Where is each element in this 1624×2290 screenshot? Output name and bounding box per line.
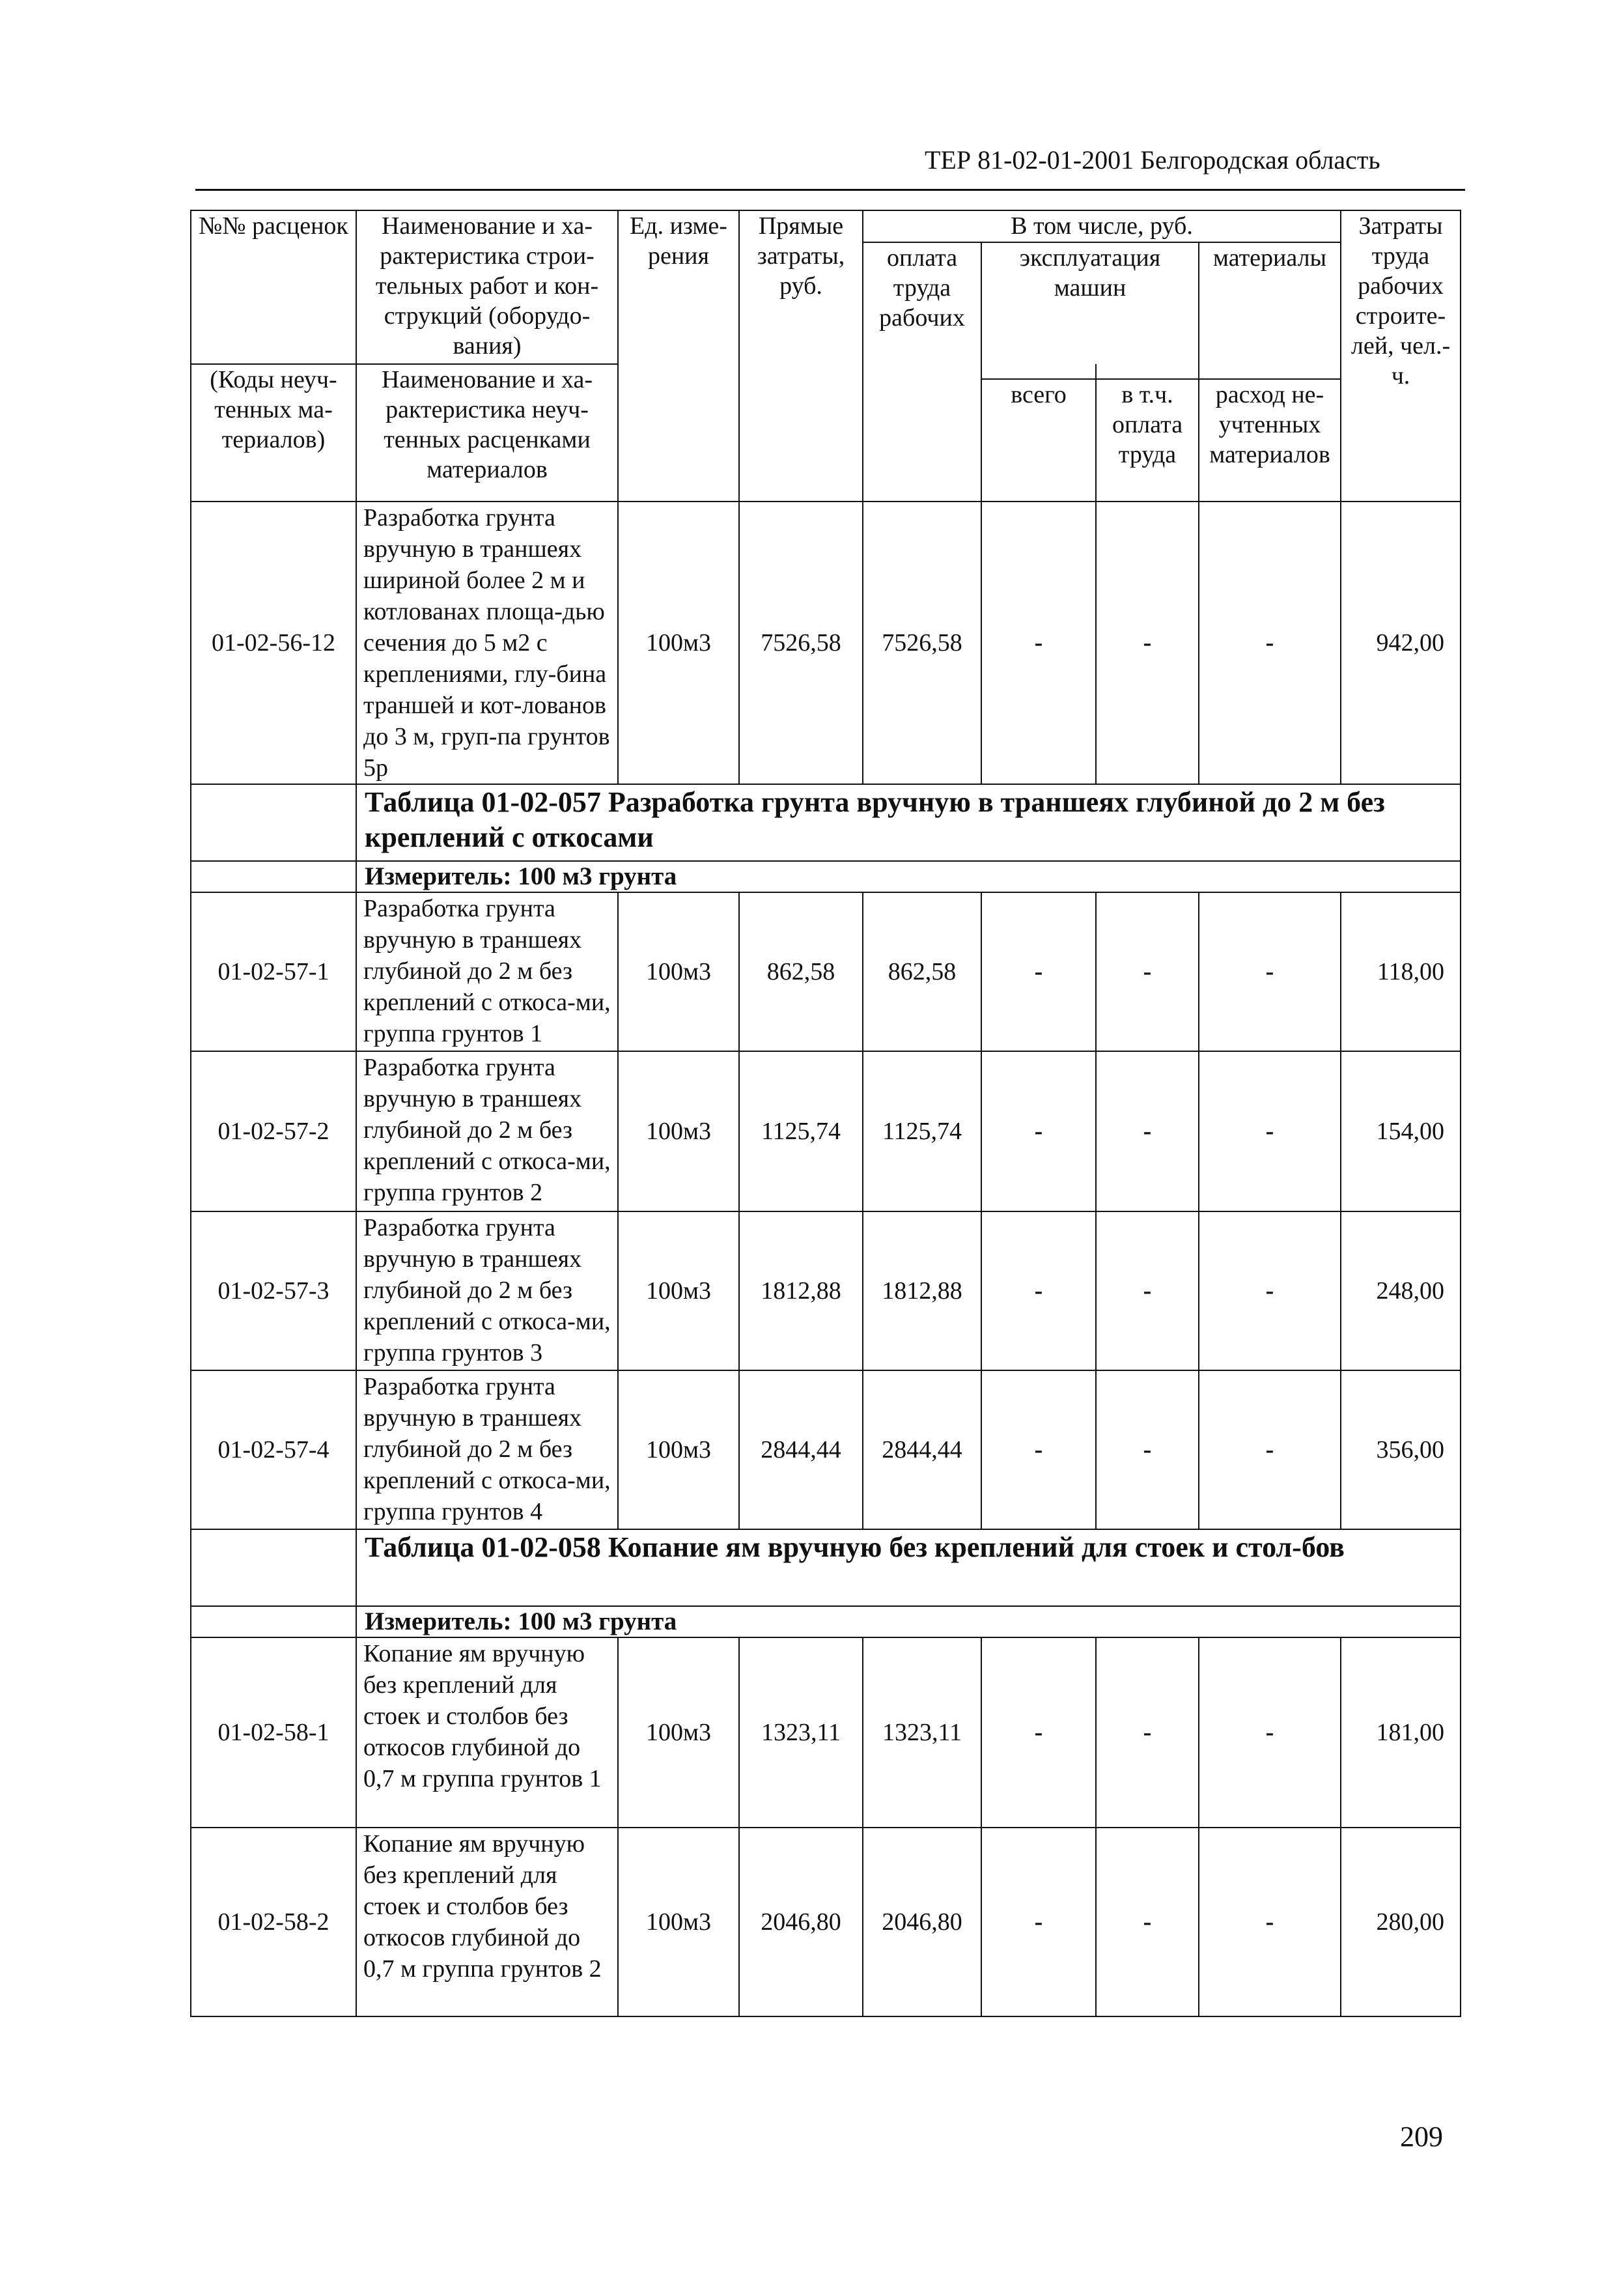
running-header: ТЕР 81-02-01-2001 Белгородская область xyxy=(925,145,1380,175)
direct-cost: 2844,44 xyxy=(739,1370,863,1529)
wage-cost: 2844,44 xyxy=(863,1370,981,1529)
labor-cost: 942,00 xyxy=(1341,502,1461,784)
work-name: Разработка грунта вручную в траншеях глубиной до 2 м без креплений с откоса-ми, группа грунтов 3 xyxy=(356,1211,618,1370)
direct-cost: 1125,74 xyxy=(739,1051,863,1211)
work-name: Копание ям вручную без креплений для стоек и столбов без откосов глубиной до 0,7 м группа грунтов 1 xyxy=(356,1637,618,1828)
labor-cost: 181,00 xyxy=(1341,1637,1461,1828)
col-unaccounted: расход не-учтенных материалов xyxy=(1199,379,1341,502)
meter-label: Измеритель: 100 м3 грунта xyxy=(356,861,1461,892)
wage-cost: 862,58 xyxy=(863,892,981,1051)
col-materials: материалы xyxy=(1199,242,1341,364)
table-title: Таблица 01-02-057 Разработка грунта вручную в траншеях глубиной до 2 м без креплений с откосами xyxy=(356,784,1461,861)
machine-wage-cost: - xyxy=(1096,1051,1199,1211)
meter-row xyxy=(191,861,1461,892)
machine-cost: - xyxy=(981,892,1096,1051)
work-name: Разработка грунта вручную в траншеях глубиной до 2 м без креплений с откоса-ми, группа грунтов 2 xyxy=(356,1051,618,1211)
col-machine-total: всего xyxy=(981,379,1096,502)
materials-cost: - xyxy=(1199,1051,1341,1211)
rate-code: 01-02-56-12 xyxy=(191,502,356,784)
header-rule xyxy=(195,189,1465,191)
rate-code: 01-02-57-2 xyxy=(191,1051,356,1211)
col-machine: эксплуатация машин xyxy=(981,242,1199,364)
wage-cost: 1323,11 xyxy=(863,1637,981,1828)
machine-wage-cost: - xyxy=(1096,502,1199,784)
labor-cost: 356,00 xyxy=(1341,1370,1461,1529)
col-including: В том числе, руб. xyxy=(863,210,1341,242)
rate-code: 01-02-57-1 xyxy=(191,892,356,1051)
meter-row xyxy=(191,1606,1461,1637)
direct-cost: 1812,88 xyxy=(739,1211,863,1370)
col-name-top: Наименование и ха-рактеристика строи-тельных работ и кон-струкций (оборудо-вания) xyxy=(356,210,618,364)
rate-code: 01-02-58-2 xyxy=(191,1828,356,2016)
col-code-bottom: (Коды неуч-тенных ма-териалов) xyxy=(191,364,356,502)
work-name: Разработка грунта вручную в траншеях глубиной до 2 м без креплений с откоса-ми, группа грунтов 1 xyxy=(356,892,618,1051)
col-code-top: №№ расценок xyxy=(191,210,356,242)
labor-cost: 154,00 xyxy=(1341,1051,1461,1211)
page-number: 209 xyxy=(1400,2121,1443,2153)
rate-code: 01-02-58-1 xyxy=(191,1637,356,1828)
col-direct: Прямые затраты, руб. xyxy=(739,210,863,502)
table-title: Таблица 01-02-058 Копание ям вручную без креплений для стоек и стол-бов xyxy=(356,1529,1461,1606)
table-title-spacer xyxy=(191,784,356,861)
machine-cost: - xyxy=(981,1828,1096,2016)
rate-code: 01-02-57-4 xyxy=(191,1370,356,1529)
machine-cost: - xyxy=(981,502,1096,784)
machine-cost: - xyxy=(981,1637,1096,1828)
wage-cost: 1125,74 xyxy=(863,1051,981,1211)
unit: 100м3 xyxy=(618,1211,739,1370)
work-name: Копание ям вручную без креплений для стоек и столбов без откосов глубиной до 0,7 м группа грунтов 2 xyxy=(356,1828,618,2016)
machine-cost: - xyxy=(981,1370,1096,1529)
direct-cost: 1323,11 xyxy=(739,1637,863,1828)
table-row xyxy=(191,1637,1461,1828)
unit: 100м3 xyxy=(618,892,739,1051)
machine-wage-cost: - xyxy=(1096,1370,1199,1529)
col-wage: оплата труда рабочих xyxy=(863,242,981,502)
meter-spacer xyxy=(191,1606,356,1637)
machine-wage-cost: - xyxy=(1096,1828,1199,2016)
col-name-bottom: Наименование и ха-рактеристика неуч-тенных расценками материалов xyxy=(356,364,618,502)
col-labor: Затраты труда рабочих строите-лей, чел.-ч. xyxy=(1341,210,1461,502)
machine-cost: - xyxy=(981,1211,1096,1370)
machine-wage-cost: - xyxy=(1096,1637,1199,1828)
header-row-1 xyxy=(191,210,1461,242)
unit: 100м3 xyxy=(618,1828,739,2016)
unit: 100м3 xyxy=(618,1637,739,1828)
unit: 100м3 xyxy=(618,1370,739,1529)
table-row xyxy=(191,502,1461,784)
table-title-row xyxy=(191,1529,1461,1606)
labor-cost: 118,00 xyxy=(1341,892,1461,1051)
direct-cost: 7526,58 xyxy=(739,502,863,784)
materials-cost: - xyxy=(1199,1370,1341,1529)
table-title-row xyxy=(191,784,1461,861)
machine-wage-cost: - xyxy=(1096,892,1199,1051)
table-title-spacer xyxy=(191,1529,356,1606)
rates-table xyxy=(190,210,1461,2017)
work-name: Разработка грунта вручную в траншеях шириной более 2 м и котлованах площа-дью сечения до 5 м2 с креплениями, глу-бина траншей и кот-лованов до 3 м, груп-па грунтов 5р xyxy=(356,502,618,784)
table-row xyxy=(191,892,1461,1051)
table-row xyxy=(191,1211,1461,1370)
rate-code: 01-02-57-3 xyxy=(191,1211,356,1370)
labor-cost: 280,00 xyxy=(1341,1828,1461,2016)
machine-cost: - xyxy=(981,1051,1096,1211)
wage-cost: 1812,88 xyxy=(863,1211,981,1370)
col-machine-wage: в т.ч. оплата труда xyxy=(1096,379,1199,502)
direct-cost: 862,58 xyxy=(739,892,863,1051)
wage-cost: 7526,58 xyxy=(863,502,981,784)
machine-wage-cost: - xyxy=(1096,1211,1199,1370)
materials-cost: - xyxy=(1199,1637,1341,1828)
materials-cost: - xyxy=(1199,502,1341,784)
materials-cost: - xyxy=(1199,1211,1341,1370)
table-row xyxy=(191,1051,1461,1211)
wage-cost: 2046,80 xyxy=(863,1828,981,2016)
labor-cost: 248,00 xyxy=(1341,1211,1461,1370)
direct-cost: 2046,80 xyxy=(739,1828,863,2016)
table-row xyxy=(191,1370,1461,1529)
materials-cost: - xyxy=(1199,1828,1341,2016)
work-name: Разработка грунта вручную в траншеях глубиной до 2 м без креплений с откоса-ми, группа грунтов 4 xyxy=(356,1370,618,1529)
meter-spacer xyxy=(191,861,356,892)
table-row xyxy=(191,1828,1461,2016)
unit: 100м3 xyxy=(618,1051,739,1211)
materials-cost: - xyxy=(1199,892,1341,1051)
unit: 100м3 xyxy=(618,502,739,784)
col-unit: Ед. изме-рения xyxy=(618,210,739,502)
meter-label: Измеритель: 100 м3 грунта xyxy=(356,1606,1461,1637)
